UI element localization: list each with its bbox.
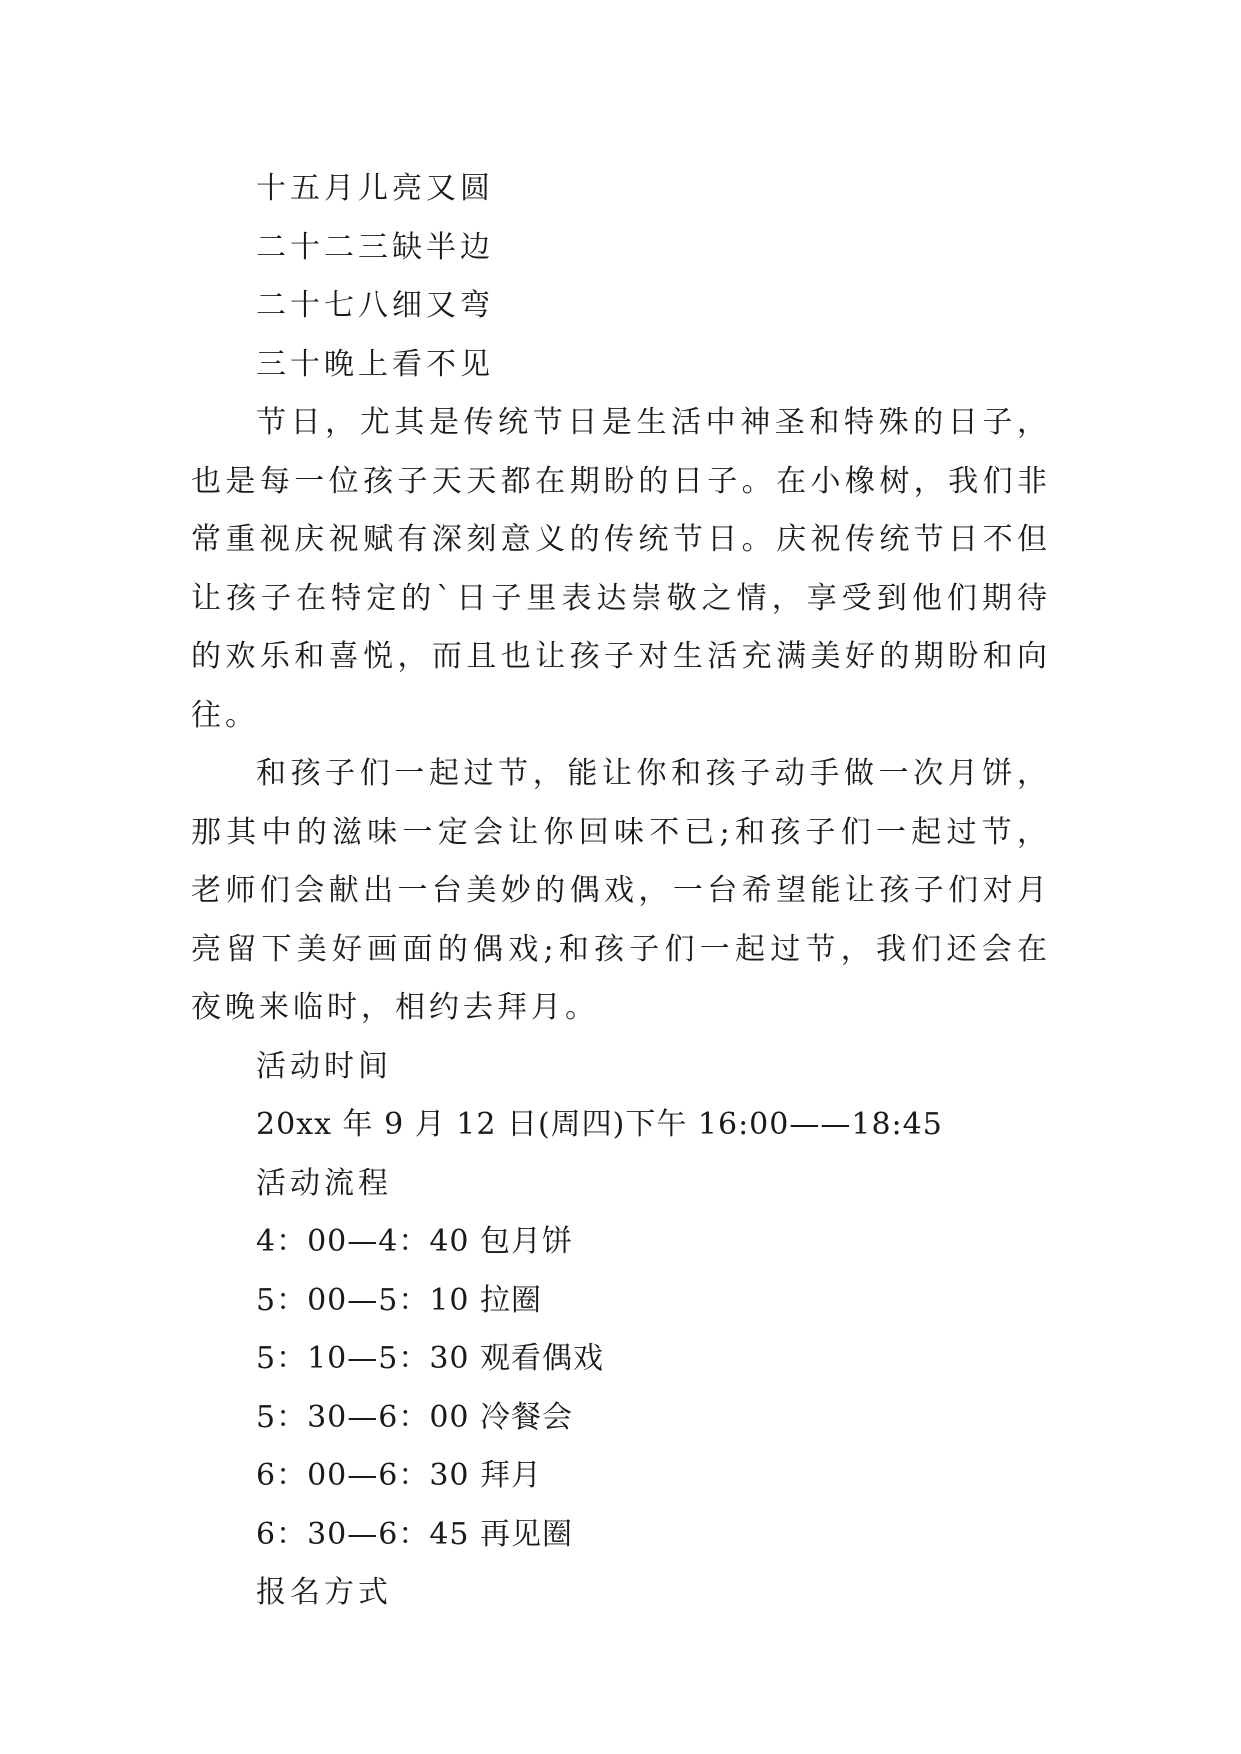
intro-paragraph: 节日，尤其是传统节日是生活中神圣和特殊的日子，也是每一位孩子天天都在期盼的日子。在小橡树，我们非常重视庆祝赋有深刻意义的传统节日。庆祝传统节日不但让孩子在特定的`日子里表达崇敬之情，享受到他们期待的欢乐和喜悦，而且也让孩子对生活充满美好的期盼和向往。 [191, 405, 1051, 733]
invitation-paragraph: 和孩子们一起过节，能让你和孩子动手做一次月饼，那其中的滋味一定会让你回味不已;和孩子们一起过节，老师们会献出一台美妙的偶戏，一台希望能让孩子们对月亮留下美好画面的偶戏;和孩子们一起过节，我们还会在夜晚来临时，相约去拜月。 [191, 756, 1051, 1025]
poem-line: 二十七八细又弯 [256, 288, 494, 323]
poem-line: 三十晚上看不见 [256, 346, 494, 382]
document-body [191, 160, 1051, 1623]
flow-item: 5：30—6：00 冷餐会 [256, 1399, 574, 1435]
flow-list [191, 1213, 1051, 1564]
flow-item: 4：00—4：40 包月饼 [256, 1224, 574, 1259]
flow-item: 5：00—5：10 拉圈 [256, 1282, 543, 1318]
flow-item: 6：30—6：45 再见圈 [256, 1516, 574, 1552]
time-heading: 活动时间 [256, 1048, 392, 1084]
flow-heading: 活动流程 [256, 1165, 392, 1201]
poem-block [191, 160, 1051, 394]
flow-item: 5：10—5：30 观看偶戏 [256, 1341, 605, 1376]
signup-heading: 报名方式 [256, 1575, 392, 1610]
poem-line: 十五月儿亮又圆 [256, 171, 494, 206]
time-value: 20xx 年 9 月 12 日(周四)下午 16:00——18:45 [256, 1107, 943, 1142]
poem-line: 二十二三缺半边 [256, 229, 494, 265]
flow-item: 6：00—6：30 拜月 [256, 1458, 543, 1493]
